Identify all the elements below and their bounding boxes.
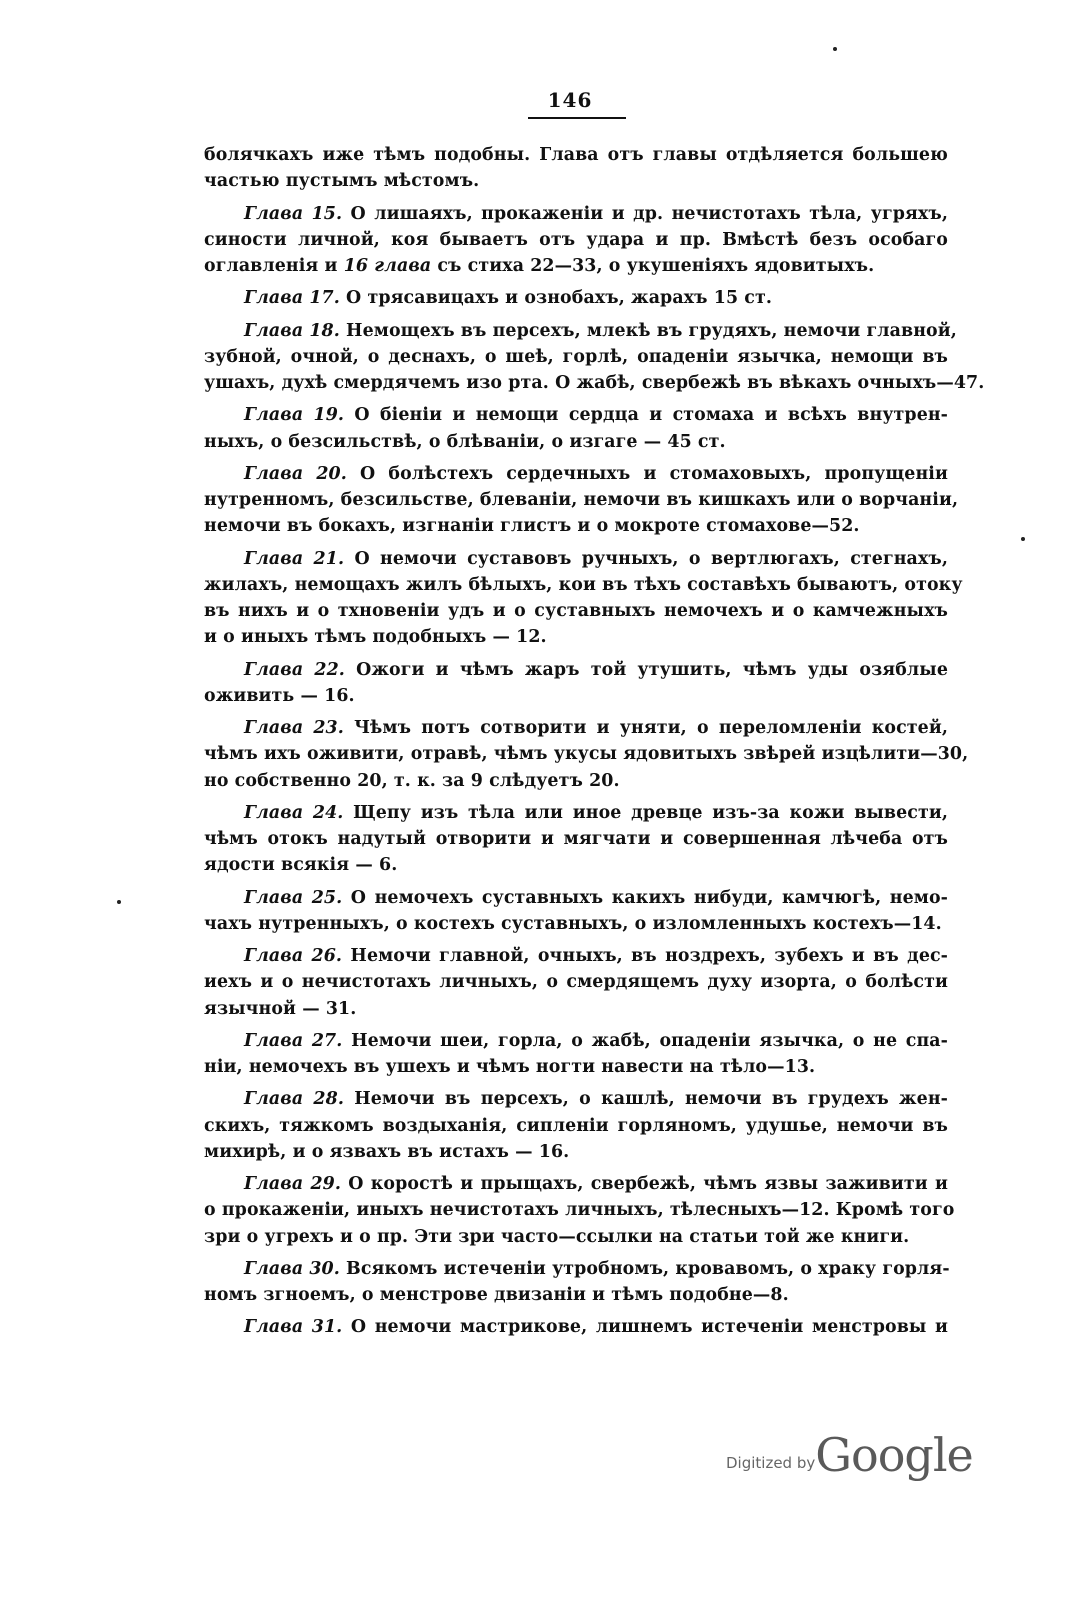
chapter-label: Глава 23.	[244, 718, 344, 738]
line-text: Немощехъ въ персехъ, млекѣ въ грудяхъ, немочи главной,	[339, 320, 957, 341]
text-line	[204, 1224, 948, 1250]
line-text: О немочехъ суставныхъ какихъ нибуди, камчюгѣ, немо-	[342, 887, 948, 908]
line-text: зубной, очной, о деснахъ, о шеѣ, горлѣ, опаденіи язычка, немощи въ	[204, 346, 948, 367]
text-line	[204, 741, 969, 767]
line-text: чахъ нутренныхъ, о костехъ суставныхъ, о изломленныхъ костехъ—14.	[204, 913, 942, 934]
line-text: Щепу изъ тѣла или иное древце изъ-за кожи вывести,	[343, 802, 949, 823]
text-line	[204, 768, 948, 794]
google-logo: Google	[815, 1428, 973, 1482]
line-text: оживить — 16.	[204, 685, 355, 706]
text-line	[204, 546, 948, 572]
body-text	[204, 142, 985, 1341]
line-text: иехъ и о нечистотахъ личныхъ, о смердящемъ духу изорта, о болѣсти	[204, 972, 948, 993]
line-text: жилахъ, немощахъ жилъ бѣлыхъ, кои въ тѣхъ составѣхъ бываютъ, отоку	[204, 574, 963, 595]
text-line	[204, 996, 948, 1022]
text-line	[204, 318, 957, 344]
line-text: синости личной, коя бываетъ отъ удара и пр. Вмѣстѣ безъ особаго	[204, 229, 948, 250]
text-line	[204, 1171, 948, 1197]
text-line	[204, 168, 948, 194]
line-text: но собственно 20, т. к. за 9 слѣдуетъ 20.	[204, 770, 620, 791]
line-text: чѣмъ ихъ оживити, отравѣ, чѣмъ укусы ядовитыхъ звѣрей изцѣлити—30,	[204, 744, 969, 765]
chapter-label: Глава 24.	[244, 802, 344, 823]
text-line	[204, 201, 948, 227]
text-line	[204, 683, 948, 709]
line-text: Ожоги и чѣмъ жаръ той утушить, чѣмъ уды озяблые	[344, 659, 948, 680]
text-line	[204, 1256, 948, 1282]
line-text: ныхъ, о безсильствѣ, о блѣваніи, о изгаге — 45 ст.	[204, 431, 726, 452]
text-line	[204, 943, 948, 969]
line-text: чѣмъ отокъ надутый отворити и мягчати и совершенная лѣчеба отъ	[204, 829, 948, 849]
line-text: Немочи въ персехъ, о кашлѣ, немочи въ грудехъ жен-	[343, 1089, 948, 1110]
chapter-label: Глава 19.	[244, 405, 345, 426]
chapter-label: Глава 20.	[244, 463, 347, 484]
line-text: о прокаженіи, иныхъ нечистотахъ личныхъ, тѣлесныхъ—12. Кромѣ того	[204, 1200, 955, 1221]
line-text: язычной — 31.	[204, 998, 357, 1019]
text-line	[204, 461, 948, 487]
line-text: О біеніи и немощи сердца и стомаха и всѣхъ внутрен-	[344, 405, 949, 426]
line-text: О трясавицахъ и ознобахъ, жарахъ 15 ст.	[339, 288, 773, 309]
text-line	[204, 1282, 948, 1308]
text-line	[204, 969, 948, 995]
text-line	[204, 624, 948, 650]
line-text: О немочи мастрикове, лишнемъ истеченіи менстровы и	[342, 1317, 948, 1338]
chapter-label: Глава 21.	[244, 548, 345, 569]
text-line	[204, 1113, 948, 1139]
chapter-label: Глава 28.	[244, 1089, 344, 1110]
line-text: ніи, немочехъ въ ушехъ и чѣмъ ногти навести на тѣло—13.	[204, 1057, 816, 1077]
page-number: 146	[547, 88, 593, 112]
text-line	[204, 285, 948, 311]
line-text: Немочи шеи, горла, о жабѣ, опаденіи язычка, о не спа-	[342, 1030, 948, 1051]
line-text: и о иныхъ тѣмъ подобныхъ — 12.	[204, 627, 547, 648]
line-text: ушахъ, духѣ смердячемъ изо рта. О жабѣ, свербежѣ въ вѣкахъ очныхъ—47.	[204, 373, 985, 393]
text-line	[204, 227, 948, 253]
chapter-label: Глава 25.	[244, 887, 343, 908]
chapter-label: Глава 27.	[244, 1030, 343, 1051]
text-line	[204, 826, 948, 852]
text-line	[204, 911, 948, 937]
scan-speck	[117, 900, 121, 904]
text-line	[204, 657, 948, 683]
digitized-watermark	[726, 1423, 973, 1483]
line-text: частью пустымъ мѣстомъ.	[204, 171, 480, 192]
chapter-label: Глава 30.	[244, 1258, 340, 1279]
chapter-label: Глава 17.	[244, 288, 340, 309]
chapter-label: Глава 18.	[244, 320, 340, 341]
text-line	[204, 370, 985, 396]
chapter-label: Глава 29.	[244, 1174, 342, 1194]
text-line	[204, 513, 948, 539]
line-text: Всякомъ истеченіи утробномъ, кровавомъ, о храку горля-	[339, 1258, 950, 1279]
line-text: Чѣмъ потъ сотворити и уняти, о переломленіи костей,	[343, 718, 948, 738]
line-text: оглавленія и	[204, 256, 344, 276]
text-line	[204, 1197, 955, 1223]
line-text: О лишаяхъ, прокаженіи и др. нечистотахъ тѣла, угряхъ,	[342, 203, 948, 224]
text-line	[204, 800, 948, 826]
header-rule	[528, 117, 626, 119]
chapter-label: Глава 22.	[244, 659, 345, 680]
text-line	[204, 487, 959, 513]
digitized-label: Digitized by	[726, 1454, 816, 1472]
text-line	[204, 1086, 948, 1112]
chapter-reference: 16 глава	[343, 256, 432, 276]
line-text: въ нихъ и о тхновеніи удъ и о суставныхъ немочехъ и о камчежныхъ	[204, 601, 948, 621]
text-line	[204, 598, 948, 624]
chapter-label: Глава 15.	[244, 203, 343, 224]
chapter-label: Глава 26.	[244, 946, 343, 966]
line-text: Немочи главной, очныхъ, въ ноздрехъ, зубехъ и въ дес-	[342, 946, 948, 966]
line-text: номъ згноемъ, о менстрове двизаніи и тѣмъ подобне—8.	[204, 1285, 789, 1305]
scan-speck	[1021, 537, 1025, 541]
line-text: О болѣстехъ сердечныхъ и стомаховыхъ, пропущеніи	[346, 463, 949, 484]
text-line	[204, 1314, 948, 1340]
line-text: О коростѣ и прыщахъ, свербежѣ, чѣмъ язвы заживити и	[341, 1174, 948, 1194]
line-text: съ стиха 22—33, о укушеніяхъ ядовитыхъ.	[431, 256, 875, 276]
scan-speck	[833, 47, 837, 51]
line-text: О немочи суставовъ ручныхъ, о вертлюгахъ, стегнахъ,	[344, 548, 948, 569]
text-line	[204, 852, 948, 878]
text-line	[204, 142, 948, 168]
text-line	[204, 1054, 948, 1080]
chapter-label: Глава 31.	[244, 1317, 343, 1338]
line-text: ядости всякія — 6.	[204, 855, 398, 876]
line-text: скихъ, тяжкомъ воздыханія, сипленіи горляномъ, удушье, немочи въ	[204, 1115, 948, 1136]
text-line	[204, 885, 948, 911]
line-text: болячкахъ иже тѣмъ подобны. Глава отъ главы отдѣляется большею	[204, 145, 948, 165]
line-text: михирѣ, и о язвахъ въ истахъ — 16.	[204, 1141, 570, 1162]
text-line	[204, 253, 948, 279]
text-line	[204, 429, 948, 455]
text-line	[204, 344, 948, 370]
line-text: зри о угрехъ и о пр. Эти зри часто—ссылки на статьи той же книги.	[204, 1226, 910, 1247]
text-line	[204, 402, 948, 428]
text-line	[204, 572, 963, 598]
line-text: нутренномъ, безсильстве, блеваніи, немочи въ кишкахъ или о ворчаніи,	[204, 490, 959, 510]
line-text: немочи въ бокахъ, изгнаніи глистъ и о мокроте стомахове—52.	[204, 516, 860, 537]
text-line	[204, 1139, 948, 1165]
text-line	[204, 715, 948, 741]
text-line	[204, 1028, 948, 1054]
